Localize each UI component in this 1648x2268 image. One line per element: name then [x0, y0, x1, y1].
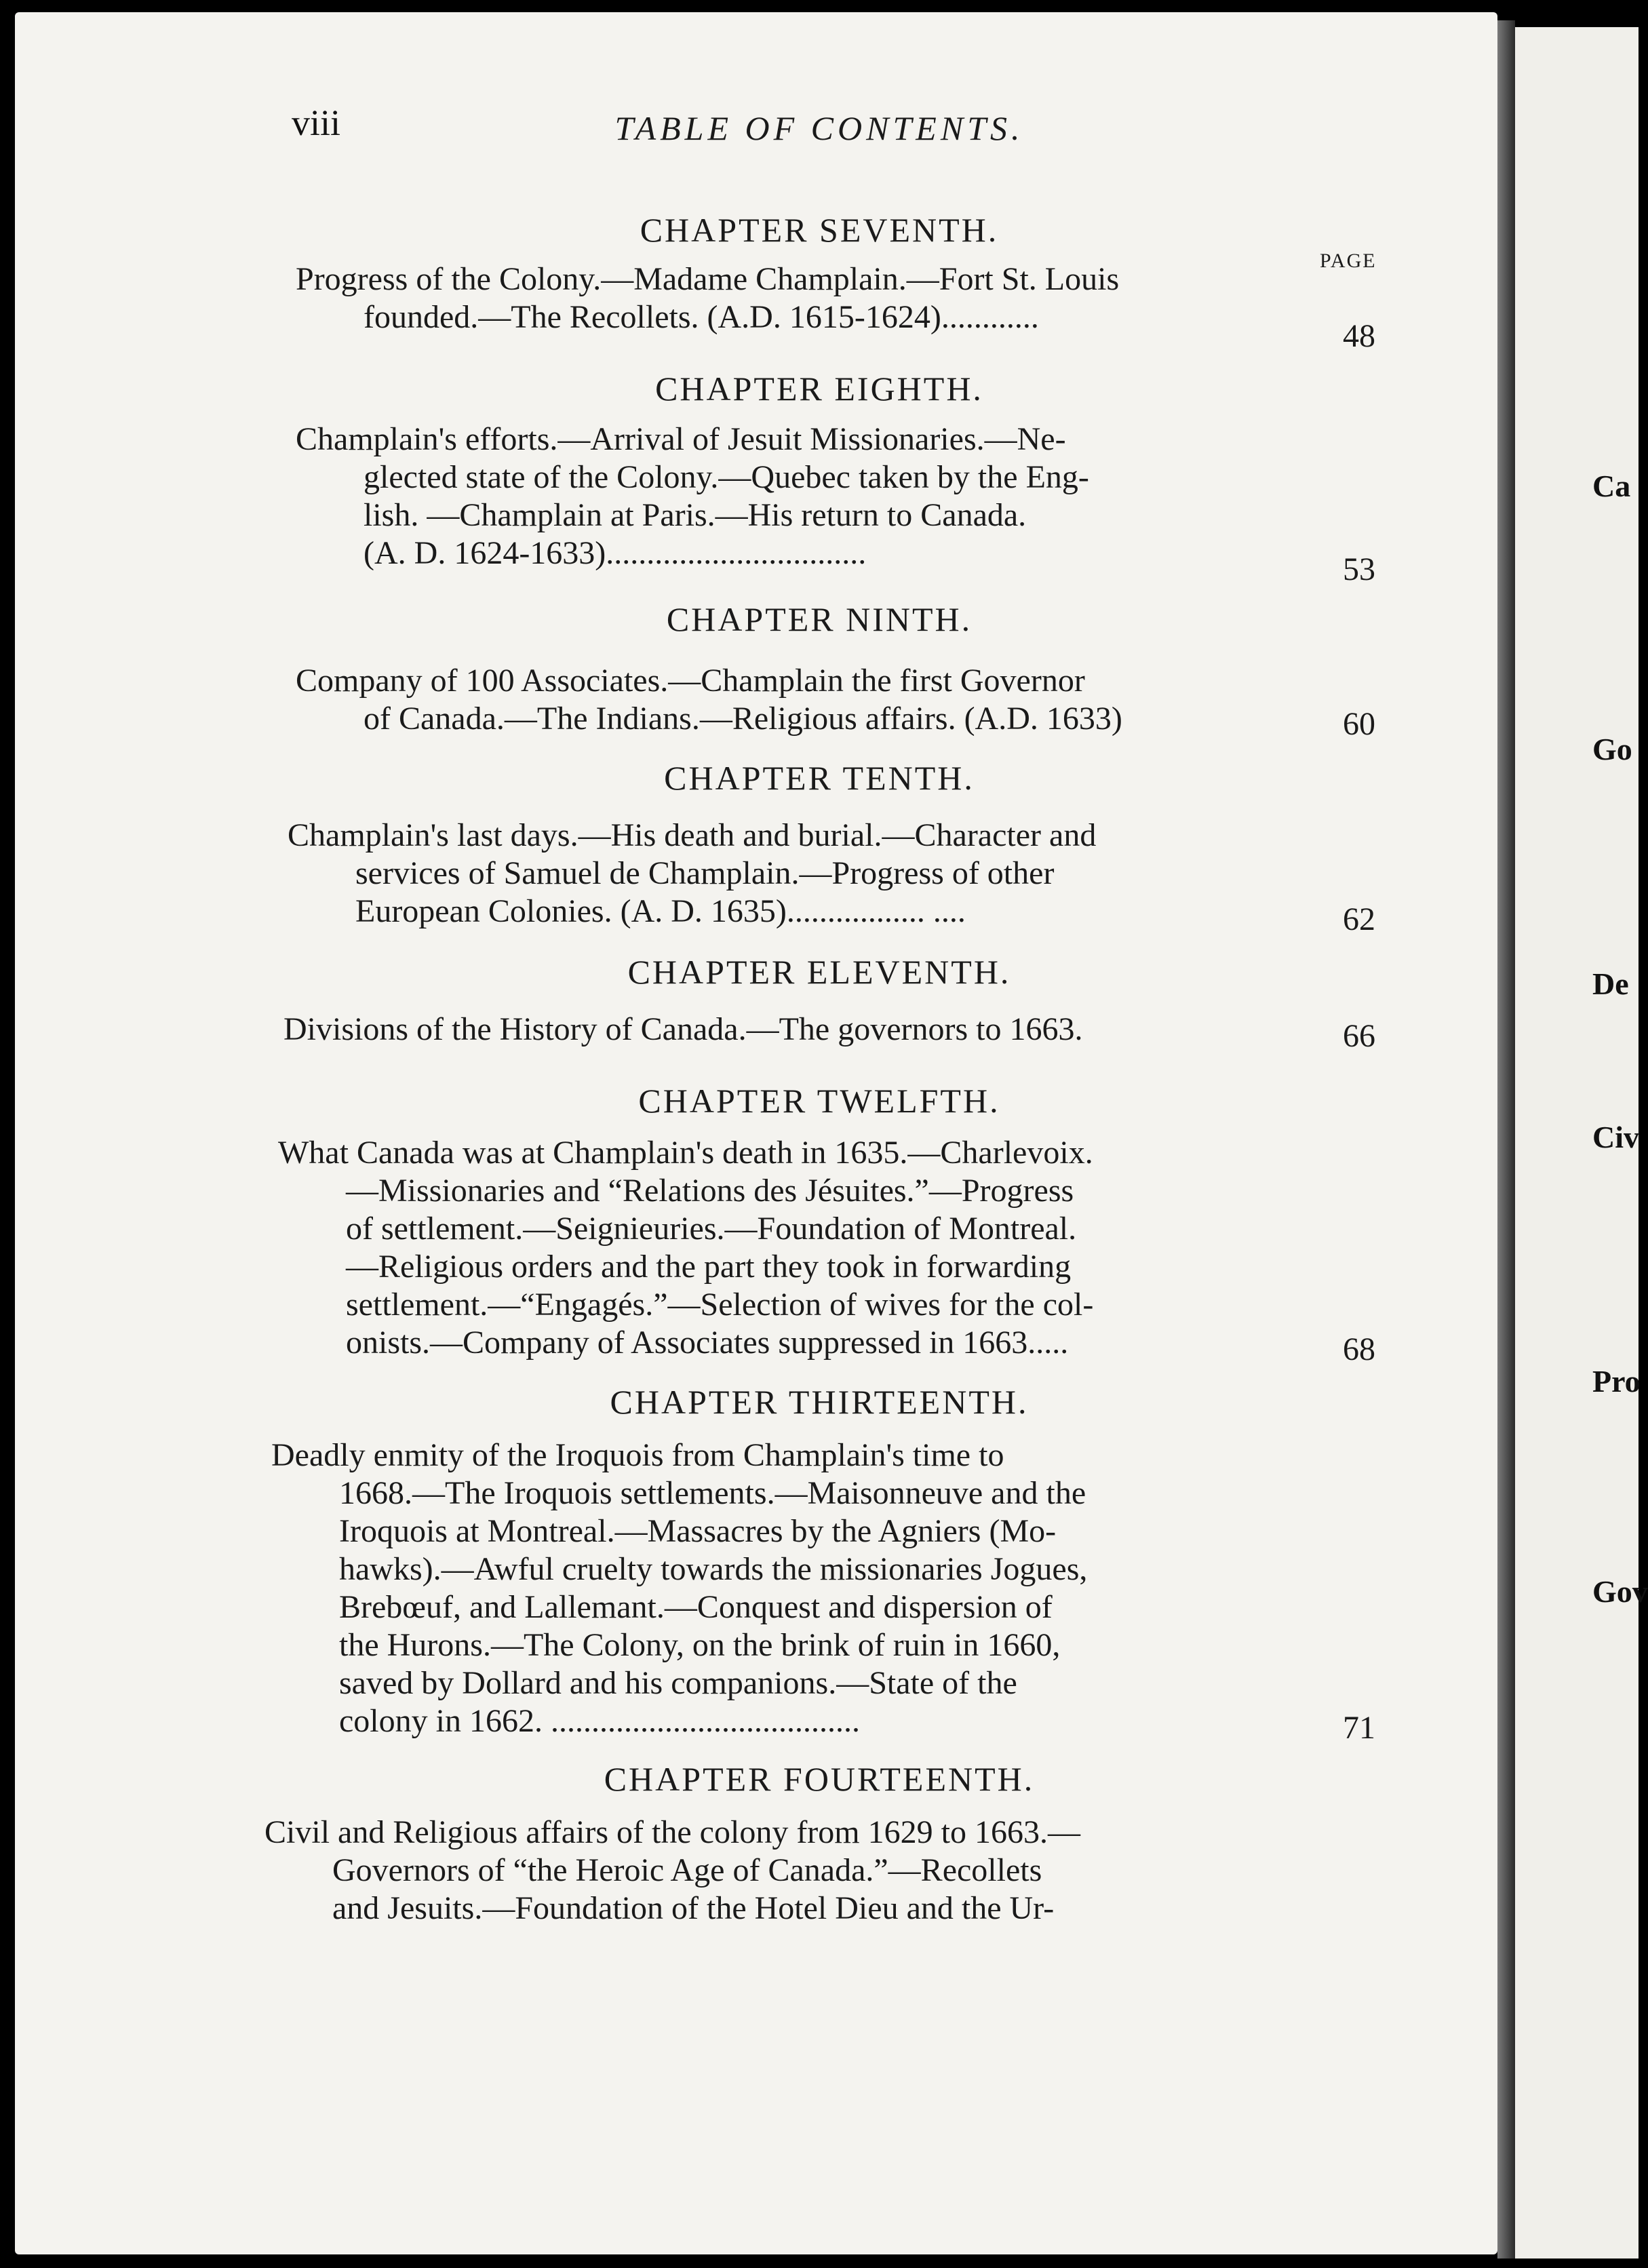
chapter-heading: CHAPTER EIGHTH. — [655, 370, 983, 408]
summary-line: settlement.—“Engagés.”—Selection of wives for the col- — [346, 1287, 1094, 1323]
facing-page-word: Ca — [1592, 469, 1631, 503]
summary-line: Governors of “the Heroic Age of Canada.”—Recollets — [332, 1852, 1042, 1888]
summary-line: Champlain's last days.—His death and burial.—Character and — [288, 817, 1097, 853]
page-column-label: PAGE — [1320, 250, 1377, 272]
page-number: viii — [292, 102, 341, 143]
summary-line: What Canada was at Champlain's death in 1635.—Charlevoix. — [278, 1135, 1093, 1171]
summary-line: —Missionaries and “Relations des Jésuites.”—Progress — [346, 1173, 1074, 1209]
summary-line: Deadly enmity of the Iroquois from Champlain's time to — [271, 1437, 1004, 1473]
facing-page — [1515, 27, 1648, 2259]
chapter-summary — [288, 817, 1096, 931]
facing-page-word: Gov — [1592, 1574, 1648, 1609]
summary-line: Civil and Religious affairs of the colony from 1629 to 1663.— — [264, 1814, 1080, 1850]
page-reference: 71 — [1343, 1710, 1375, 1746]
summary-line: onists.—Company of Associates suppressed in 1663..... — [346, 1325, 1069, 1361]
summary-line: of Canada.—The Indians.—Religious affairs. (A.D. 1633) — [364, 701, 1122, 737]
running-title: TABLE OF CONTENTS. — [614, 109, 1024, 147]
chapter-summary — [296, 421, 1089, 572]
page-reference: 62 — [1343, 901, 1375, 937]
summary-line: founded.—The Recollets. (A.D. 1615-1624)............ — [364, 299, 1039, 335]
chapter-heading: CHAPTER TWELFTH. — [638, 1082, 1000, 1120]
summary-line: 1668.—The Iroquois settlements.—Maisonneuve and the — [339, 1475, 1086, 1511]
chapter-summary — [278, 1134, 1093, 1362]
chapter-summary — [296, 662, 1122, 738]
summary-line: Iroquois at Montreal.—Massacres by the Agniers (Mo- — [339, 1513, 1057, 1549]
summary-line: —Religious orders and the part they took in forwarding — [346, 1249, 1072, 1285]
chapter-summary — [283, 1011, 1082, 1049]
chapter-heading: CHAPTER FOURTEENTH. — [604, 1760, 1035, 1798]
summary-line: glected state of the Colony.—Quebec taken by the Eng- — [364, 459, 1089, 495]
summary-line: the Hurons.—The Colony, on the brink of ruin in 1660, — [339, 1627, 1061, 1663]
facing-page-word: Pro — [1592, 1364, 1641, 1399]
page-reference: 60 — [1343, 706, 1375, 742]
summary-line: colony in 1662. ...................................... — [339, 1703, 860, 1739]
summary-line: lish. —Champlain at Paris.—His return to Canada. — [364, 497, 1027, 533]
summary-line: saved by Dollard and his companions.—State of the — [339, 1665, 1017, 1701]
summary-line: Brebœuf, and Lallemant.—Conquest and dispersion of — [339, 1589, 1053, 1625]
chapter-heading: CHAPTER TENTH. — [664, 759, 975, 797]
summary-line: of settlement.—Seignieuries.—Foundation of Montreal. — [346, 1211, 1077, 1247]
chapter-summary — [296, 260, 1119, 336]
chapter-summary — [271, 1436, 1087, 1740]
chapter-heading: CHAPTER THIRTEENTH. — [610, 1383, 1029, 1421]
facing-page-word: De — [1592, 966, 1629, 1001]
summary-line: hawks).—Awful cruelty towards the missionaries Jogues, — [339, 1551, 1088, 1587]
page-reference: 68 — [1343, 1331, 1375, 1367]
page-reference: 48 — [1343, 318, 1375, 354]
page-reference: 66 — [1343, 1018, 1375, 1054]
summary-line: (A. D. 1624-1633)................................ — [364, 535, 867, 571]
summary-line: Progress of the Colony.—Madame Champlain.—Fort St. Louis — [296, 261, 1120, 297]
summary-line: services of Samuel de Champlain.—Progress of other — [355, 855, 1055, 891]
facing-page-word: Civ — [1592, 1120, 1639, 1154]
page-reference: 53 — [1343, 551, 1375, 587]
chapter-heading: CHAPTER NINTH. — [666, 600, 973, 638]
chapter-summary — [264, 1814, 1080, 1928]
summary-line: Divisions of the History of Canada.—The governors to 1663. — [283, 1011, 1083, 1047]
summary-line: Company of 100 Associates.—Champlain the first Governor — [296, 663, 1085, 699]
chapter-heading: CHAPTER ELEVENTH. — [627, 953, 1011, 991]
book-gutter — [1497, 20, 1515, 2259]
chapter-heading: CHAPTER SEVENTH. — [640, 211, 999, 249]
facing-page-word: Go — [1592, 732, 1632, 766]
summary-line: Champlain's efforts.—Arrival of Jesuit Missionaries.—Ne- — [296, 421, 1066, 457]
summary-line: European Colonies. (A. D. 1635)................. .... — [355, 893, 966, 929]
summary-line: and Jesuits.—Foundation of the Hotel Dieu and the Ur- — [332, 1890, 1055, 1926]
